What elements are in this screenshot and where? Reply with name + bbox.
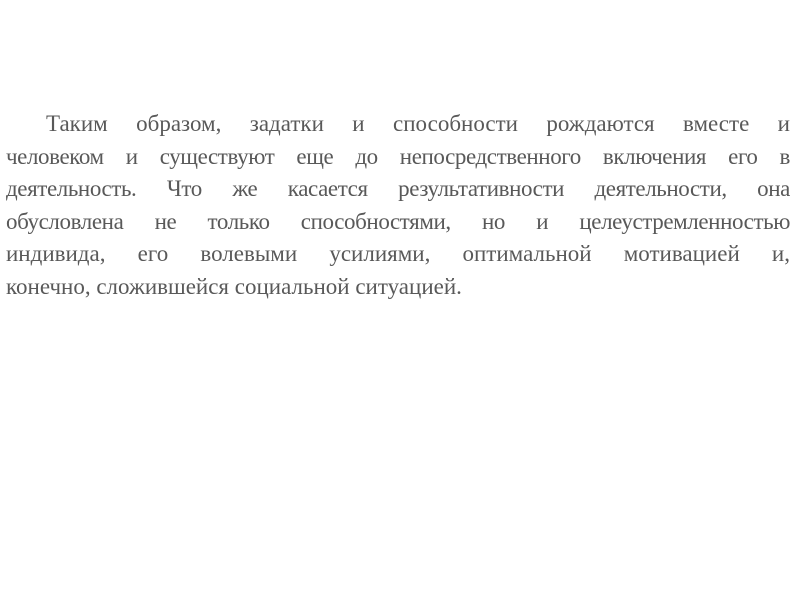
- paragraph-line: конечно, сложившейся социальной ситуацией.: [6, 273, 462, 299]
- paragraph: [6, 108, 790, 303]
- paragraph-line: обусловлена не только способностями, но и целеустремленностью: [6, 208, 790, 234]
- paragraph-line: Таким образом, задатки и способности рождаются вместе и: [46, 111, 790, 136]
- paragraph-line: индивида, его волевыми усилиями, оптимальной мотивацией и,: [6, 241, 790, 266]
- paragraph-line: деятельность. Что же касается результативности деятельности, она: [6, 176, 790, 201]
- paragraph-line: человеком и существуют еще до непосредственного включения его в: [6, 143, 790, 169]
